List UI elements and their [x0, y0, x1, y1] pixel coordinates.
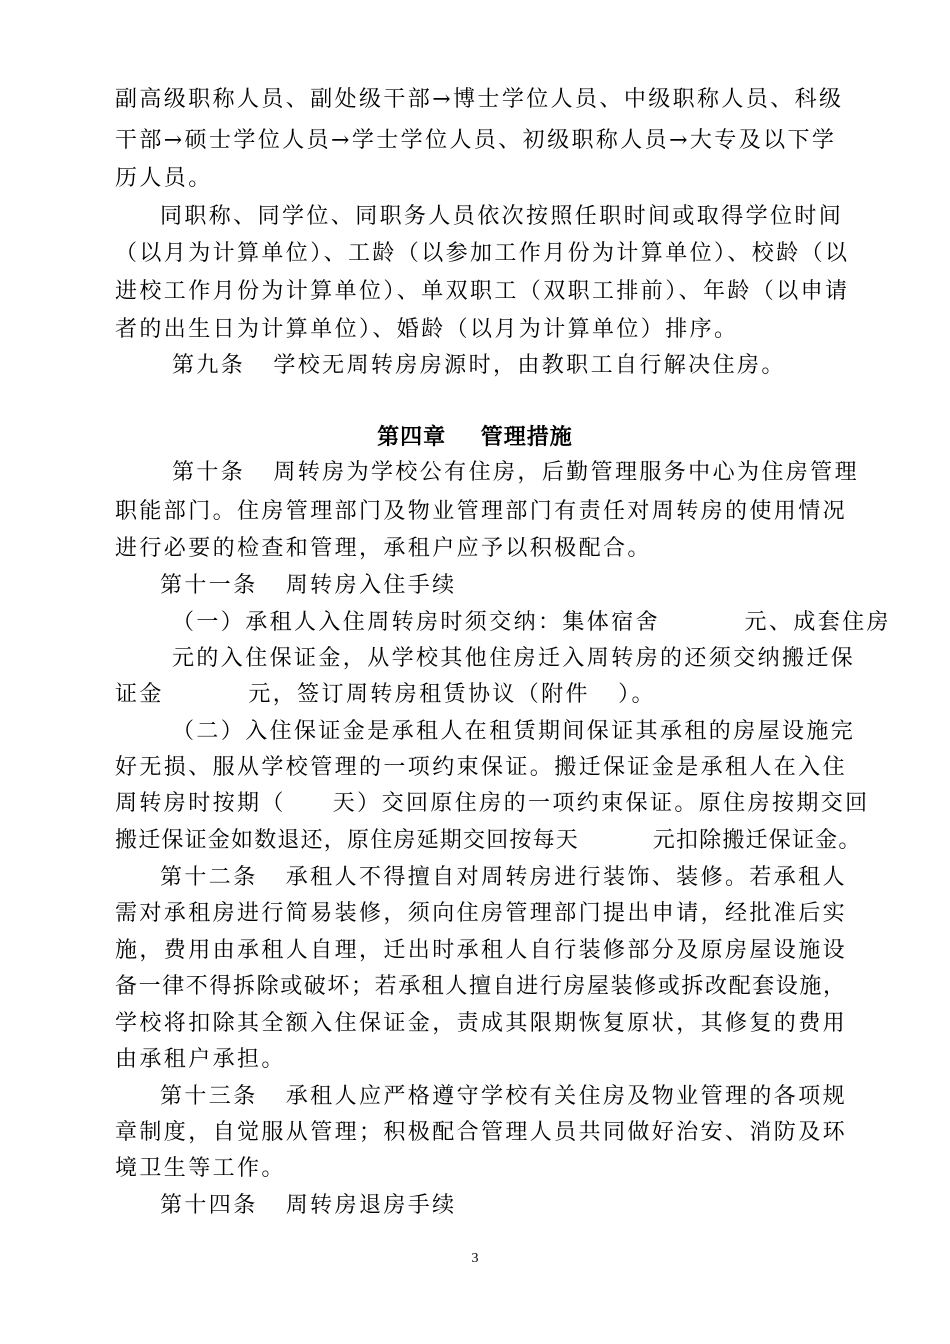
text-line: 搬迁保证金如数退还，原住房延期交回按每天 元扣除搬迁保证金。	[115, 828, 862, 853]
text-line: 第十一条 周转房入住手续	[160, 573, 457, 598]
text-line: 好无损、服从学校管理的一项约束保证。搬迁保证金是承租人在入住	[115, 755, 848, 780]
text-line: （一）承租人入住周转房时须交纳：集体宿舍 元、成套住房	[172, 610, 891, 635]
text-line: 章制度，自觉服从管理；积极配合管理人员共同做好治安、消防及环	[115, 1120, 848, 1145]
text-line: 需对承租房进行简易装修，须向住房管理部门提出申请，经批准后实	[115, 901, 848, 926]
text-line: 境卫生等工作。	[115, 1156, 286, 1181]
text-line: 备一律不得拆除或破坏；若承租人擅自进行房屋装修或拆改配套设施，	[115, 974, 847, 999]
text-line: 证金 元，签订周转房租赁协议（附件 ）。	[115, 682, 656, 707]
text-line: （二）入住保证金是承租人在租赁期间保证其承租的房屋设施完	[172, 719, 856, 744]
text-line: 施，费用由承租人自理，迁出时承租人自行装修部分及原房屋设施设	[115, 938, 848, 963]
text-line: 元的入住保证金，从学校其他住房迁入周转房的还须交纳搬迁保	[172, 646, 856, 671]
text-line: 第十四条 周转房退房手续	[160, 1193, 457, 1218]
chapter-heading: 第四章 管理措施	[377, 425, 573, 450]
text-line: 进行必要的检查和管理，承租户应予以积极配合。	[115, 536, 652, 561]
text-line: 第九条 学校无周转房房源时，由教职工自行解决住房。	[172, 353, 786, 378]
page-number: 3	[471, 1251, 479, 1266]
text-line: 第十三条 承租人应严格遵守学校有关住房及物业管理的各项规	[160, 1084, 847, 1109]
text-line: 同职称、同学位、同职务人员依次按照任职时间或取得学位时间	[160, 204, 844, 229]
text-line: 职能部门。住房管理部门及物业管理部门有责任对周转房的使用情况	[115, 499, 848, 524]
text-line: 第十条 周转房为学校公有住房，后勤管理服务中心为住房管理	[172, 460, 859, 485]
text-line: 周转房时按期（ 天）交回原住房的一项约束保证。原住房按期交回	[115, 791, 870, 816]
text-line: 进校工作月份为计算单位）、单双职工（双职工排前）、年龄（以申请	[115, 279, 850, 304]
text-line: 学校将扣除其全额入住保证金，责成其限期恢复原状，其修复的费用	[115, 1011, 848, 1036]
text-line: 干部→硕士学位人员→学士学位人员、初级职称人员→大专及以下学	[115, 128, 837, 153]
text-line: 者的出生日为计算单位）、婚龄（以月为计算单位）排序。	[115, 317, 739, 342]
text-line: （以月为计算单位）、工龄（以参加工作月份为计算单位）、校龄（以	[115, 241, 850, 266]
text-line: 副高级职称人员、副处级干部→博士学位人员、中级职称人员、科级	[115, 87, 844, 112]
text-line: 由承租户承担。	[115, 1047, 286, 1072]
text-line: 历人员。	[115, 166, 213, 191]
text-line: 第十二条 承租人不得擅自对周转房进行装饰、装修。若承租人	[160, 865, 847, 890]
